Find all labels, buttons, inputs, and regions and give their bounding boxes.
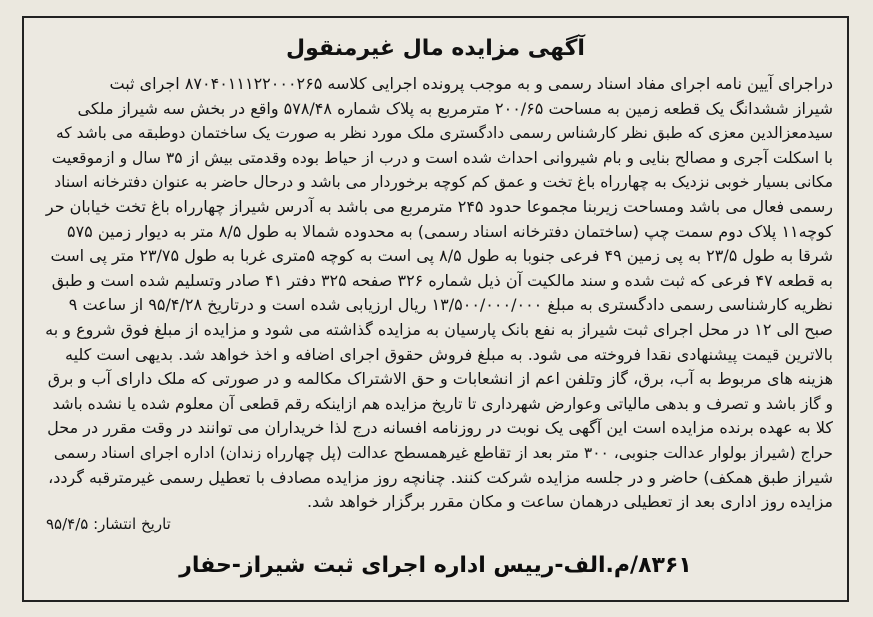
body-line: کلا به عهده برنده مزایده است این آگهی یک نوبت در روزنامه افسانه درج لذا خریداران می توانند در وقت مقرر در محل: [47, 418, 833, 438]
body-line: سیدمعزالدین معزی که طبق نظر کارشناس رسمی دادگستری ملک مورد نظر به صورت یک ساختمان دوطبقه می باشد که: [56, 124, 833, 143]
body-line: با اسکلت آجری و مصالح بنایی و بام شیروانی احداث شده است و درب از حیاط بوده وقدمتی بیش از ۳۵ سال و ازموقعیت: [51, 148, 833, 167]
body-line: صبح الی ۱۲ در محل اجرای ثبت شیراز به نفع بانک پارسیان به مزایده گذاشته می شود و مزایده از مبلغ فوق شروع و به: [45, 319, 833, 339]
body-line: هزینه های مربوط به آب، برق، گاز وتلفن اعم از انشعابات و حق الاشتراک مکالمه و در صورتی که ملک دارای آب و برق: [47, 369, 833, 389]
body-line: حراج (شیراز بولوار عدالت جنوبی، ۳۰۰ متر بعد از تقاطع غیرهمسطح عدالت (پل چهارراه زندان) اداره اجرای اسناد رسمی: [53, 443, 833, 462]
body-line: مزایده روز اداری بعد از تعطیلی درهمان ساعت و مکان مقرر برگزار خواهد شد.: [306, 492, 833, 512]
notice-body: [42, 72, 833, 515]
notice-frame: [22, 16, 849, 602]
body-line: شیراز ششدانگ یک قطعه زمین به مساحت ۲۰۰/۶۵ مترمربع به پلاک شماره ۵۷۸/۴۸ واقع در بخش سه شیراز ملکی: [77, 98, 833, 118]
body-line: کوچه۱۱ پلاک دوم سمت چپ (ساختمان دفترخانه اسناد رسمی) به محدوده شمالا به طول ۸/۵ متر به دیوار زمین ۵۷۵: [66, 221, 833, 241]
body-line: بالاترین قیمت پیشنهادی نقدا فروخته می شود. به مبلغ فروش حقوق اجرای اضافه و اخذ خواهد شد. بدیهی است کلیه: [65, 344, 833, 364]
body-line: دراجرای آیین نامه اجرای مفاد اسناد رسمی و به موجب پرونده اجرایی کلاسه ۸۷۰۴۰۱۱۱۲۲۰۰۰۲۶۵ اجرای ثبت: [109, 74, 833, 93]
body-line: شیراز طبق همکف) حاضر و در جلسه مزایده شرکت کنند. چنانچه روز مزایده مصادف با تعطیل رسمی غیرمترقبه گردد،: [48, 467, 833, 487]
publish-date: تاریخ انتشار: ۹۵/۴/۵: [46, 515, 171, 533]
notice-title: آگهی مزایده مال غیرمنقول: [286, 36, 585, 61]
body-line: و گاز باشد و تصرف و بدهی مالیاتی وعوارض شهرداری تا تاریخ مزایده هم ازاینکه رقم قطعی آن معلوم شده یا نشده باشد: [52, 394, 833, 413]
signature-line: ۸۳۶۱/م.الف-رییس اداره اجرای ثبت شیراز-حفار: [179, 553, 692, 578]
body-line: شرقا به طول ۲۳/۵ به پی زمین ۴۹ فرعی جنوبا به طول ۸/۵ پی است به کوچه ۵متری غربا به طول ۲۳/۷۵ متر پی است: [50, 246, 833, 266]
body-line: مکانی بسیار خوبی نزدیک به چهارراه باغ تخت و عمق کم کوچه برخوردار می باشد و درحال حاضر به عنوان دفترخانه اسناد: [54, 173, 833, 192]
body-line: به قطعه ۴۷ فرعی که ثبت شده و سند مالکیت آن ذیل شماره ۳۲۶ صفحه ۳۲۵ دفتر ۴۱ صادر وتسلیم شده است و طبق: [51, 270, 833, 290]
body-line: نظریه کارشناسی رسمی دادگستری به مبلغ ۱۳/۵۰۰/۰۰۰/۰۰۰ ریال ارزیابی شده است و درتاریخ ۹۵/۴/۲۸ از ساعت ۹: [68, 295, 833, 315]
body-line: رسمی فعال می باشد ومساحت زیربنا مجموعا حدود ۲۴۵ مترمربع می باشد به آدرس شیراز چهارراه باغ تخت خیابان حر: [45, 196, 833, 216]
